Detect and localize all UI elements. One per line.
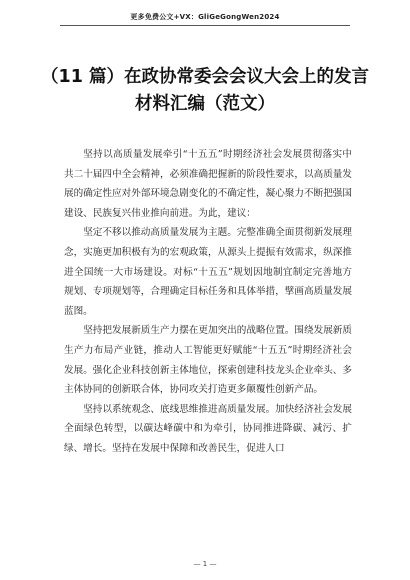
document-title: [40, 64, 370, 118]
paragraph-1: 坚持以高质量发展牵引“十五五”时期经济社会发展贯彻落实中共二十届四中全会精神，必须准确把握新的阶段性要求，以高质量发展的确定性应对外部环境急剧变化的不确定性，凝心聚力不断把强国建设、民族复兴伟业推向前进。为此，建议：: [64, 149, 352, 219]
title-line-1: （11 篇）在政协常委会会议大会上的发言: [41, 67, 369, 87]
page-number: — 1 —: [193, 560, 217, 568]
header-divider: [60, 25, 350, 26]
header-note: 更多免费公文+VX：GliGeGongWen2024: [130, 13, 280, 21]
paragraph-3: 坚持把发展新质生产力摆在更加突出的战略位置。围绕发展新质生产力布局产业链，推动人工智能更好赋能“十五五”时期经济社会发展。强化企业科技创新主体地位，探索创建科技龙头企业牵头、多主体协同的创新联合体，协同攻关打造更多颠覆性创新产品。: [64, 325, 352, 396]
title-line-2: 材料汇编（范文）: [135, 94, 275, 114]
paragraph-2: 坚定不移以推动高质量发展为主题。完整准确全面贯彻新发展理念，实施更加积极有为的宏观政策，从源头上提振有效需求，纵深推进全国统一大市场建设。对标“十五五”规划因地制宜制定完善地方规划、专项规划等，合理确定目标任务和具体举措，擘画高质量发展蓝图。: [64, 227, 352, 317]
paragraph-4: 坚持以系统观念、底线思维推进高质量发展。加快经济社会发展全面绿色转型，以碳达峰碳中和为牵引，协同推进降碳、减污、扩绿、增长。坚持在发展中保障和改善民生，促进人口: [64, 403, 352, 454]
document-body: [64, 145, 352, 459]
